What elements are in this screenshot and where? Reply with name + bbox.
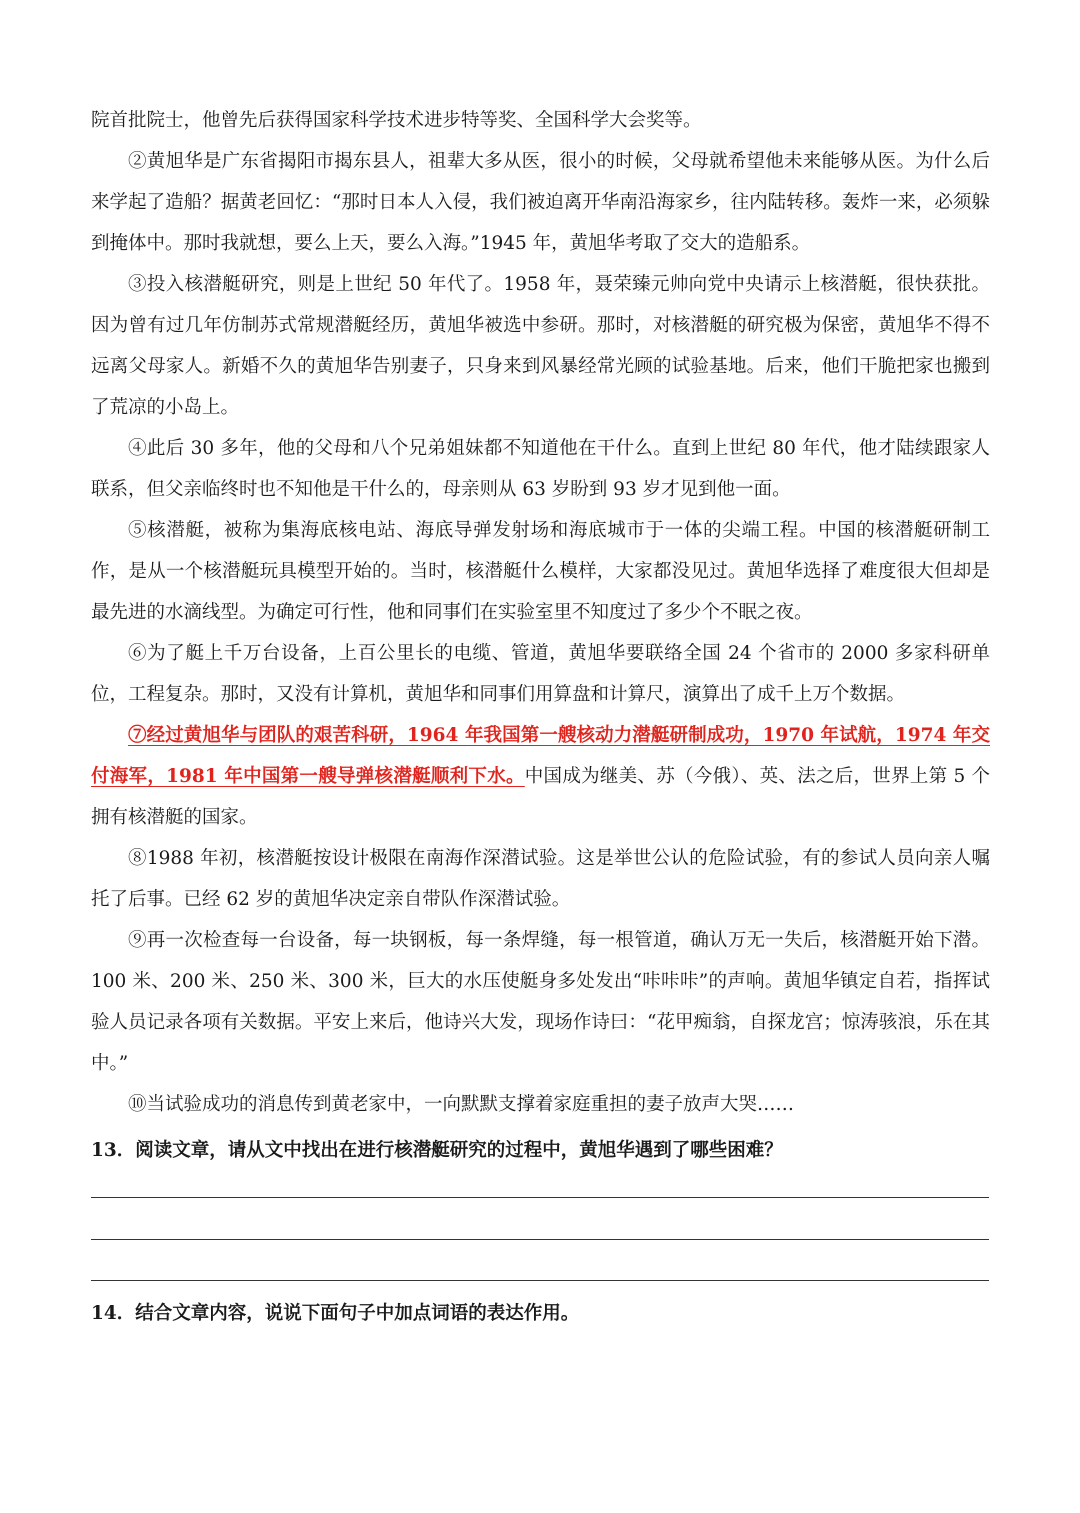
- paragraph-9: ⑨再一次检查每一台设备，每一块钢板，每一条焊缝，每一根管道，确认万无一失后，核潜艇开始下潜。100 米、200 米、250 米、300 米，巨大的水压使艇身多处发出“咔咔咔”的声响。黄旭华镇定自若，指挥试验人员记录各项有关数据。平安上来后，他诗兴大发，现场作诗曰：“花甲痴翁，自探龙宫；惊涛骇浪，乐在其中。”: [91, 930, 990, 1074]
- paragraph-7: [91, 715, 990, 838]
- article-body: [91, 100, 990, 1125]
- paragraph-4: ④此后 30 多年，他的父母和八个兄弟姐妹都不知道他在干什么。直到上世纪 80 年代，他才陆续跟家人联系，但父亲临终时也不知他是干什么的，母亲则从 63 岁盼到 93 岁才见到他一面。: [91, 438, 990, 500]
- answer-line[interactable]: [91, 1197, 989, 1198]
- answer-line[interactable]: [91, 1239, 989, 1240]
- question-14: 14．结合文章内容，说说下面句子中加点词语的表达作用。: [91, 1303, 580, 1324]
- paragraph-1-tail: 院首批院士，他曾先后获得国家科学技术进步特等奖、全国科学大会奖等。: [91, 110, 702, 131]
- paragraph-8: ⑧1988 年初，核潜艇按设计极限在南海作深潜试验。这是举世公认的危险试验，有的参试人员向亲人嘱托了后事。已经 62 岁的黄旭华决定亲自带队作深潜试验。: [91, 848, 990, 910]
- answer-line[interactable]: [91, 1280, 989, 1281]
- paragraph-3: ③投入核潜艇研究，则是上世纪 50 年代了。1958 年，聂荣臻元帅向党中央请示上核潜艇，很快获批。因为曾有过几年仿制苏式常规潜艇经历，黄旭华被选中参研。那时，对核潜艇的研究极为保密，黄旭华不得不远离父母家人。新婚不久的黄旭华告别妻子，只身来到风暴经常光顾的试验基地。后来，他们干脆把家也搬到了荒凉的小岛上。: [91, 274, 990, 418]
- highlighted-sentence: ⑦经过黄旭华与团队的艰苦科研，1964 年我国第一艘核动力潜艇研制成功，1970 年试航，1974 年交付海军，1981 年中国第一艘导弹核潜艇顺利下水。: [91, 725, 990, 787]
- paragraph-10: ⑩当试验成功的消息传到黄老家中，一向默默支撑着家庭重担的妻子放声大哭……: [128, 1094, 795, 1115]
- paragraph-5: ⑤核潜艇，被称为集海底核电站、海底导弹发射场和海底城市于一体的尖端工程。中国的核潜艇研制工作，是从一个核潜艇玩具模型开始的。当时，核潜艇什么模样，大家都没见过。黄旭华选择了难度很大但却是最先进的水滴线型。为确定可行性，他和同事们在实验室里不知度过了多少个不眠之夜。: [91, 520, 990, 623]
- paragraph-6: ⑥为了艇上千万台设备，上百公里长的电缆、管道，黄旭华要联络全国 24 个省市的 2000 多家科研单位，工程复杂。那时，又没有计算机，黄旭华和同事们用算盘和计算尺，演算出了成千上万个数据。: [91, 643, 990, 705]
- question-13: 13．阅读文章，请从文中找出在进行核潜艇研究的过程中，黄旭华遇到了哪些困难？: [91, 1140, 783, 1161]
- paragraph-2: ②黄旭华是广东省揭阳市揭东县人，祖辈大多从医，很小的时候，父母就希望他未来能够从医。为什么后来学起了造船？据黄老回忆：“那时日本人入侵，我们被迫离开华南沿海家乡，往内陆转移。轰炸一来，必须躲到掩体中。那时我就想，要么上天，要么入海。”1945 年，黄旭华考取了交大的造船系。: [91, 151, 990, 254]
- paragraph-7-rest: 中国成为继美、苏（今俄）、英、法之后，世界上第 5 个拥有核潜艇的国家。: [91, 766, 990, 828]
